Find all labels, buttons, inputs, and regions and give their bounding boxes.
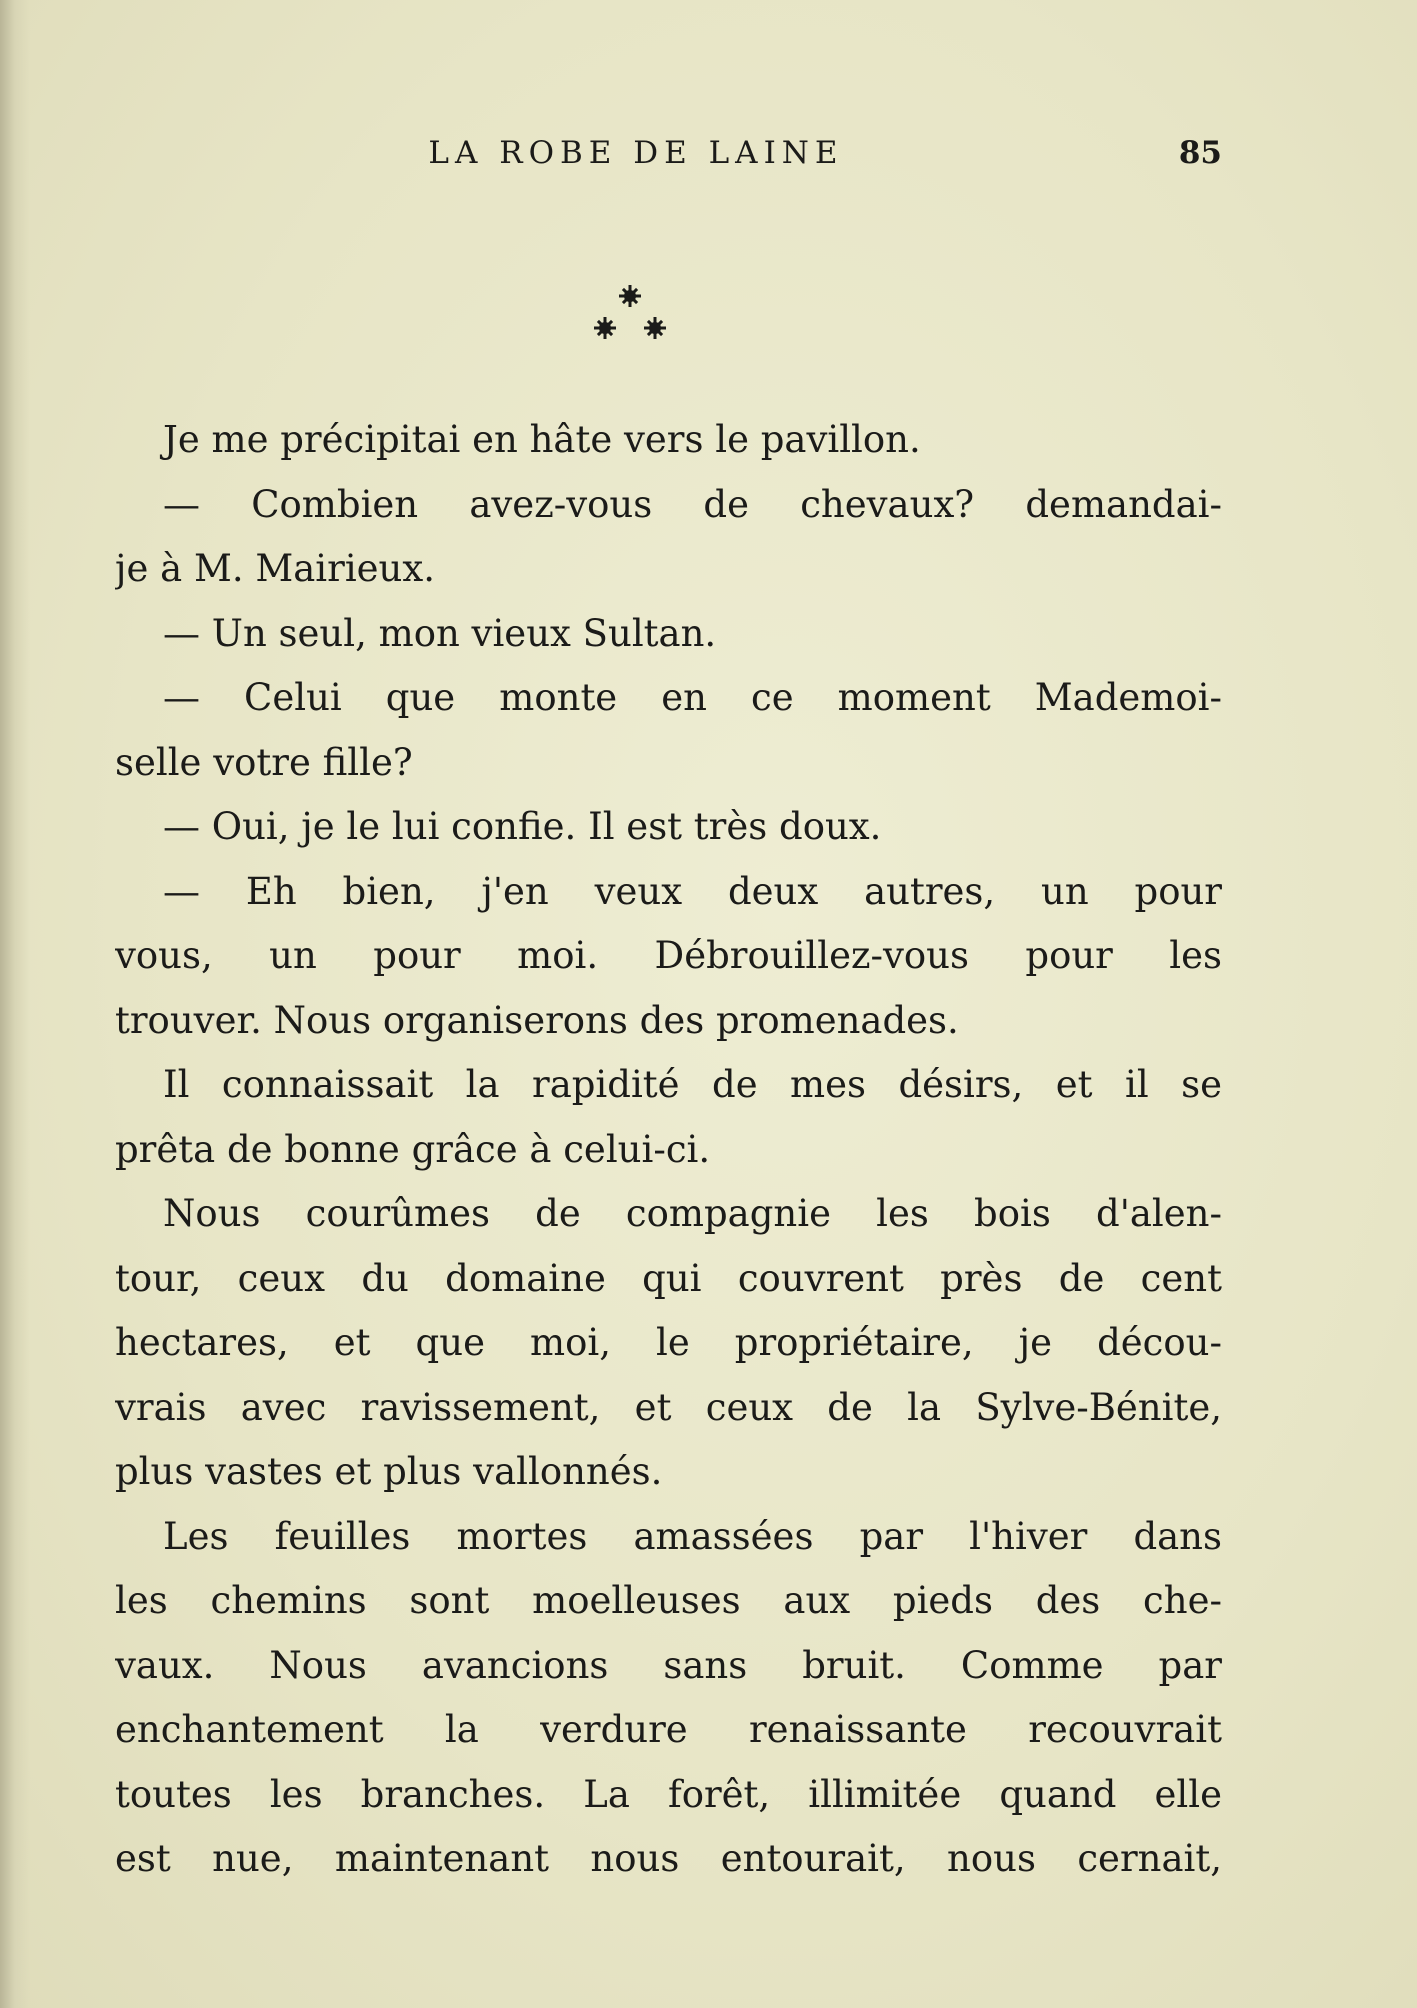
text-line: vous, un pour moi. Débrouillez-vous pour les <box>115 934 1222 977</box>
text-line: enchantement la verdure renaissante recouvrait <box>115 1708 1222 1751</box>
text-line: je à M. Mairieux. <box>115 547 436 590</box>
text-line: — Eh bien, j'en veux deux autres, un pour <box>163 869 1222 913</box>
text-line: tour, ceux du domaine qui couvrent près de cent <box>115 1256 1222 1300</box>
text-line: — Combien avez-vous de chevaux? demandai- <box>163 482 1222 526</box>
running-title: LA ROBE DE LAINE <box>428 135 844 171</box>
text-line: — Oui, je le lui confie. Il est très doux. <box>163 805 882 848</box>
text-line: prêta de bonne grâce à celui-ci. <box>115 1127 711 1171</box>
page-gutter-shadow <box>0 0 30 2008</box>
page-number: 85 <box>1178 135 1222 171</box>
text-line: trouver. Nous organiserons des promenades. <box>115 998 959 1042</box>
text-line: toutes les branches. La forêt, illimitée quand elle <box>115 1772 1222 1816</box>
text-line: — Un seul, mon vieux Sultan. <box>163 611 717 655</box>
text-line: vaux. Nous avancions sans bruit. Comme par <box>115 1643 1222 1687</box>
text-line: Les feuilles mortes amassées par l'hiver dans <box>163 1514 1222 1558</box>
text-line: est nue, maintenant nous entourait, nous cernait, <box>115 1837 1222 1880</box>
text-line: les chemins sont moelleuses aux pieds des che- <box>115 1579 1222 1622</box>
body-text <box>115 408 1222 1892</box>
text-line: Il connaissait la rapidité de mes désirs, et il se <box>163 1063 1222 1106</box>
asterism-icon <box>580 278 680 348</box>
text-line: plus vastes et plus vallonnés. <box>115 1450 663 1493</box>
text-line: selle votre fille? <box>115 740 413 784</box>
text-line: — Celui que monte en ce moment Mademoi- <box>163 676 1222 719</box>
text-line: vrais avec ravissement, et ceux de la Sylve-Bénite, <box>115 1385 1222 1429</box>
running-head <box>110 135 1222 185</box>
text-line: Je me précipitai en hâte vers le pavillon. <box>163 418 921 461</box>
text-line: Nous courûmes de compagnie les bois d'alen- <box>163 1192 1222 1235</box>
text-line: hectares, et que moi, le propriétaire, je décou- <box>115 1321 1222 1364</box>
